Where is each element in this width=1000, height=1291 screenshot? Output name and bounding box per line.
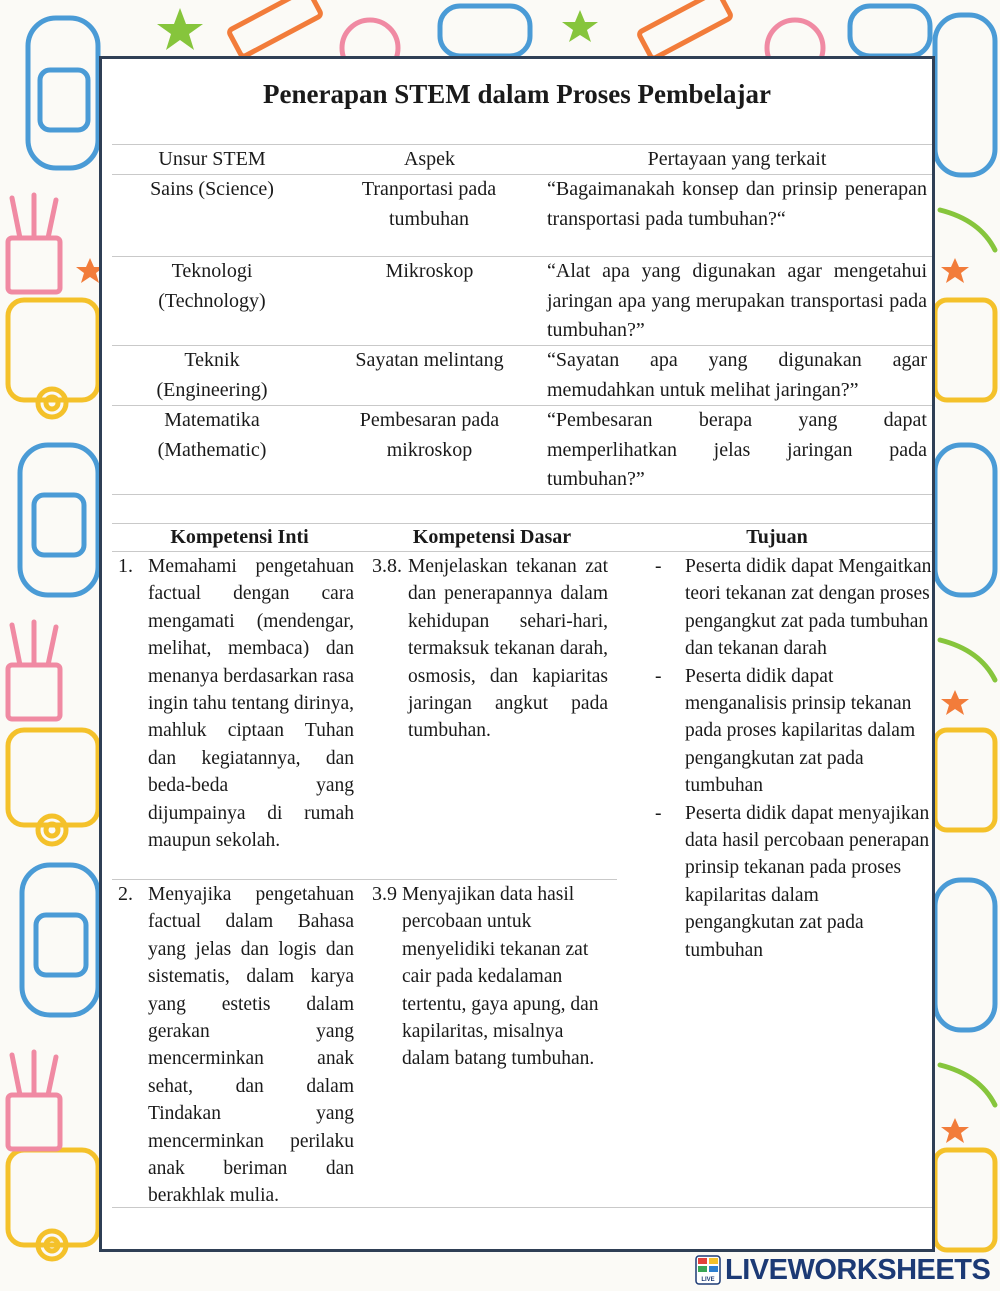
liveworksheets-logo[interactable] xyxy=(695,1253,990,1287)
kompetensi-header-tujuan: Tujuan xyxy=(746,526,808,548)
table-divider xyxy=(112,551,932,552)
pencil-cup-icon xyxy=(8,195,60,292)
liveworksheets-badge-icon xyxy=(695,1255,721,1285)
brand-name: LIVEWORKSHEETS xyxy=(725,1253,991,1286)
school-bus-icon xyxy=(935,1150,995,1250)
tujuan-list xyxy=(647,553,932,964)
table-divider xyxy=(112,1207,932,1208)
school-bus-icon xyxy=(8,730,98,844)
list-item xyxy=(647,800,932,964)
stem-row-pertanyaan: “Sayatan apa yang digunakan agar memudahkan untuk melihat jaringan?” xyxy=(547,349,927,401)
list-item xyxy=(647,553,932,663)
stem-row-pertanyaan: “Pembesaran berapa yang dapat memperlihatkan jelas jaringan pada tumbuhan?” xyxy=(547,409,927,490)
stem-row-aspek: Tranportasi pada tumbuhan xyxy=(361,178,497,230)
pencil-cup-icon xyxy=(8,622,60,719)
bullet-dash: - xyxy=(655,556,662,577)
tujuan-text: Peserta didik dapat menyajikan data hasil percobaan penerapan prinsip tekanan pada proses kapilaritas dalam pengangkutan zat pada tumbuhan xyxy=(685,802,930,961)
kompetensi-header-ki: Kompetensi Inti xyxy=(170,526,309,548)
backpack-icon xyxy=(935,880,995,1030)
backpack-icon xyxy=(28,18,98,168)
backpack-icon xyxy=(22,865,98,1015)
bullet-dash: - xyxy=(655,665,662,687)
stem-row-aspek: Mikroskop xyxy=(385,260,474,282)
ki-text: Menyajika pengetahuan factual dalam Bahasa yang jelas dan logis dan sistematis, dalam karya yang estetis dalam gerakan yang mencerminkan anak sehat, dan dalam Tindakan yang mencerminkan perilaku anak beriman dan berakhlak mulia. xyxy=(148,884,354,1207)
stem-row-unsur: Teknik (Engineering) xyxy=(156,349,268,401)
stem-row-aspek: Pembesaran pada mikroskop xyxy=(359,409,500,461)
list-item xyxy=(647,663,932,800)
kd-text: Menjelaskan tekanan zat dan penerapannya dalam kehidupan sehari-hari, termaksuk tekanan darah, osmosis, dan kapiaritas jaringan angkut pada tumbuhan. xyxy=(408,556,608,742)
school-bus-icon xyxy=(935,300,995,400)
logo-badge-text: LIVE xyxy=(701,1277,715,1283)
leaf-icon xyxy=(940,210,995,1105)
stem-row-unsur: Matematika (Mathematic) xyxy=(157,409,267,461)
page-title: Penerapan STEM dalam Proses Pembelajar xyxy=(263,79,771,109)
stem-row-unsur: Sains (Science) xyxy=(150,178,274,200)
stem-row-aspek: Sayatan melintang xyxy=(355,349,504,371)
backpack-icon xyxy=(20,445,98,595)
stem-header-unsur: Unsur STEM xyxy=(158,148,266,170)
ki-text: Memahami pengetahuan factual dengan cara mengamati (mendengar, melihat, membaca) dan menanya berdasarkan rasa ingin tahu tentang dirinya, mahluk ciptaan Tuhan dan kegiatannya, dan beda-beda yang dijumpainya di rumah maupun sekolah. xyxy=(148,556,354,852)
school-bus-icon xyxy=(8,1150,98,1259)
stem-row-pertanyaan: “Alat apa yang digunakan agar mengetahui jaringan apa yang merupakan transportasi pada tumbuhan?” xyxy=(547,260,927,341)
ki-number: 1. xyxy=(118,555,133,577)
school-bus-icon xyxy=(8,300,98,417)
kd-text: Menyajikan data hasil percobaan untuk menyelidiki tekanan zat cair pada kedalaman tertentu, gaya apung, dan kapilaritas, misalnya dalam batang tumbuhan. xyxy=(402,884,599,1070)
kd-number: 3.8. xyxy=(372,555,402,577)
stem-header-pertanyaan: Pertayaan yang terkait xyxy=(647,148,827,170)
stem-row-pertanyaan: “Bagaimanakah konsep dan prinsip penerapan transportasi pada tumbuhan?“ xyxy=(547,178,927,230)
table-divider xyxy=(112,879,617,880)
ki-number: 2. xyxy=(118,883,133,905)
pencil-cup-icon xyxy=(8,1052,60,1149)
kd-number: 3.9 xyxy=(372,883,397,905)
backpack-icon xyxy=(935,15,995,175)
worksheet-page xyxy=(99,56,935,1252)
tujuan-text: Peserta didik dapat Mengaitkan teori tekanan zat dengan proses pengangkut zat pada tumbuhan dan tekanan darah xyxy=(685,556,932,660)
stem-row-unsur: Teknologi (Technology) xyxy=(158,260,266,312)
bullet-dash: - xyxy=(655,802,662,824)
stem-header-aspek: Aspek xyxy=(403,148,456,170)
backpack-icon xyxy=(935,445,995,595)
ruler-icon xyxy=(228,0,732,59)
backpack-icon xyxy=(440,6,930,56)
school-bus-icon xyxy=(935,730,995,830)
kompetensi-header-kd: Kompetensi Dasar xyxy=(412,526,572,548)
tujuan-text: Peserta didik dapat menganalisis prinsip tekanan pada proses kapilaritas dalam pengangkutan zat pada tumbuhan xyxy=(685,665,916,797)
table-divider xyxy=(112,494,932,495)
